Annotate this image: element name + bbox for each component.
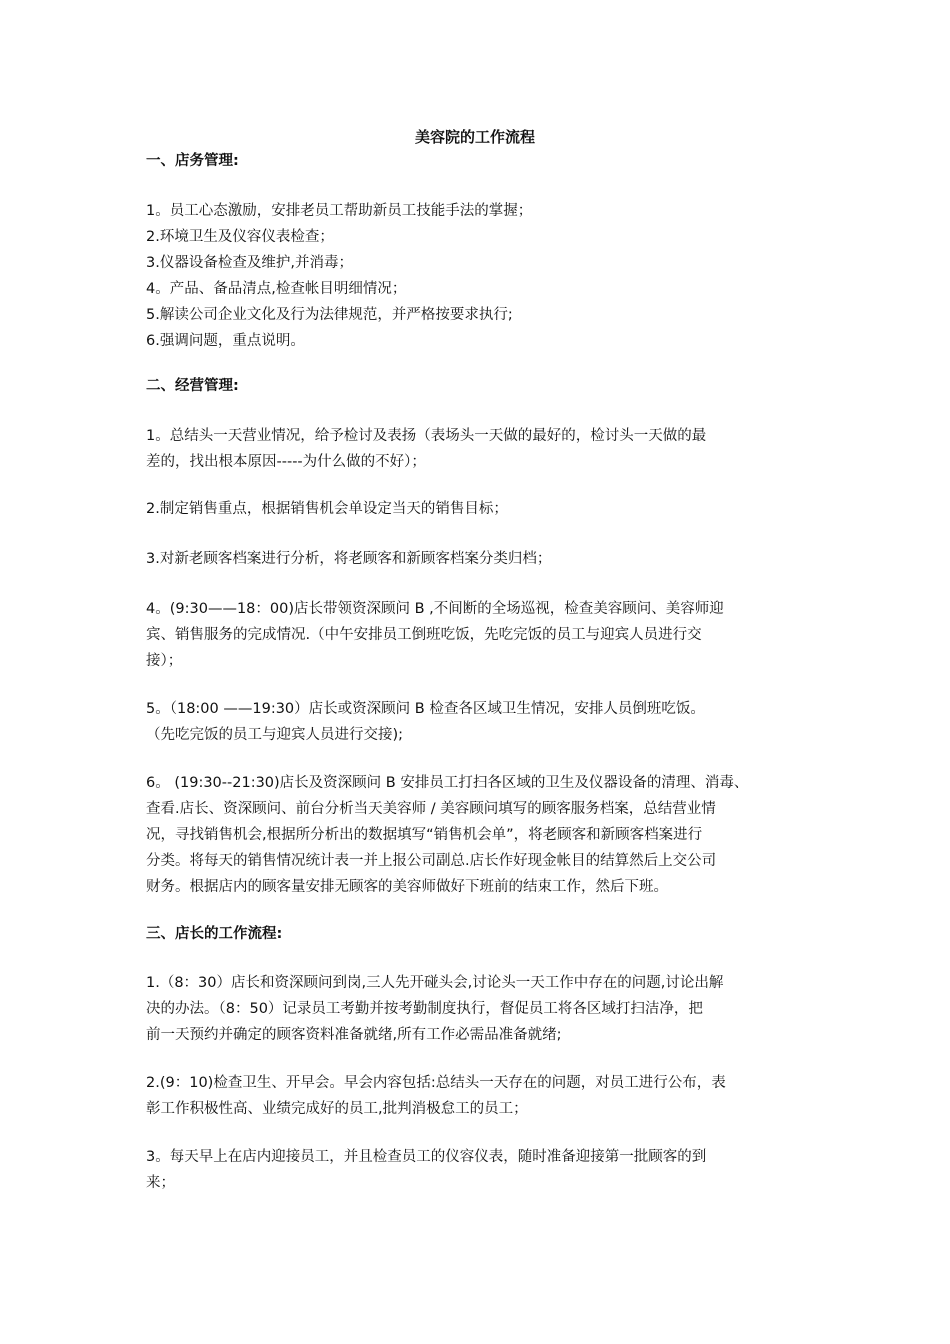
list-item: 3.仪器设备检查及维护,并消毒；	[146, 255, 353, 271]
paragraph	[146, 696, 811, 748]
paragraph	[146, 770, 811, 900]
paragraph-line: 彰工作积极性高、业绩完成好的员工,批判消极怠工的员工；	[146, 1101, 528, 1117]
paragraph-line: 查看.店长、资深顾问、前台分析当天美容师 / 美容顾问填写的顾客服务档案，总结营业情	[146, 801, 716, 817]
paragraph-line: 1.（8：30）店长和资深顾问到岗,三人先开碰头会,讨论头一天工作中存在的问题,讨论出解	[146, 975, 724, 991]
paragraph-line: 3.对新老顾客档案进行分析，将老顾客和新顾客档案分类归档；	[146, 551, 552, 567]
paragraph-line: 况，寻找销售机会,根据所分析出的数据填写“销售机会单”，将老顾客和新顾客档案进行	[146, 827, 703, 843]
paragraph	[146, 423, 811, 475]
paragraph-line: （先吃完饭的员工与迎宾人员进行交接);	[146, 727, 404, 743]
paragraph	[146, 496, 811, 522]
paragraph-line: 接）；	[146, 653, 183, 669]
paragraph-line: 3。每天早上在店内迎接员工，并且检查员工的仪容仪表，随时准备迎接第一批顾客的到	[146, 1149, 707, 1165]
paragraph	[146, 546, 811, 572]
paragraph-line: 2.(9：10)检查卫生、开早会。早会内容包括:总结头一天存在的问题，对员工进行公布，表	[146, 1075, 726, 1091]
list-item: 4。产品、备品清点,检查帐目明细情况；	[146, 281, 407, 297]
paragraph-line: 1。总结头一天营业情况，给予检讨及表扬（表场头一天做的最好的，检讨头一天做的最	[146, 428, 707, 444]
paragraph-line: 分类。将每天的销售情况统计表一并上报公司副总.店长作好现金帐目的结算然后上交公司	[146, 853, 717, 869]
section-heading-business-management: 二、经营管理:	[146, 378, 239, 394]
paragraph-line: 5。（18:00 ——19:30）店长或资深顾问 B 检查各区域卫生情况，安排人员倒班吃饭。	[146, 701, 705, 717]
paragraph-line: 决的办法。（8：50）记录员工考勤并按考勤制度执行，督促员工将各区域打扫洁净，把	[146, 1001, 703, 1017]
section-heading-store-management: 一、店务管理:	[146, 153, 239, 169]
list-item: 6.强调问题，重点说明。	[146, 333, 305, 349]
paragraph-line: 2.制定销售重点，根据销售机会单设定当天的销售目标；	[146, 501, 508, 517]
paragraph	[146, 1144, 811, 1196]
document-title: 美容院的工作流程	[414, 128, 535, 146]
list-item: 1。员工心态激励，安排老员工帮助新员工技能手法的掌握；	[146, 203, 533, 219]
section-heading-manager-workflow: 三、店长的工作流程:	[146, 926, 283, 942]
store-management-list	[146, 198, 811, 354]
paragraph-line: 来；	[146, 1175, 175, 1191]
paragraph	[146, 970, 811, 1048]
paragraph	[146, 1070, 811, 1122]
paragraph-line: 差的，找出根本原因-----为什么做的不好）；	[146, 454, 426, 470]
paragraph	[146, 596, 811, 674]
paragraph-line: 财务。根据店内的顾客量安排无顾客的美容师做好下班前的结束工作，然后下班。	[146, 879, 668, 895]
list-item: 5.解读公司企业文化及行为法律规范，并严格按要求执行;	[146, 307, 513, 323]
paragraph-line: 宾、销售服务的完成情况.（中午安排员工倒班吃饭，先吃完饭的员工与迎宾人员进行交	[146, 627, 702, 643]
paragraph-line: 前一天预约并确定的顾客资料准备就绪,所有工作必需品准备就绪;	[146, 1027, 562, 1043]
paragraph-line: 4。(9:30——18：00)店长带领资深顾问 B ,不间断的全场巡视，检查美容顾问、美容师迎	[146, 601, 724, 617]
paragraph-line: 6。 (19:30--21:30)店长及资深顾问 B 安排员工打扫各区域的卫生及仪器设备的清理、消毒、	[146, 775, 749, 791]
list-item: 2.环境卫生及仪容仪表检查；	[146, 229, 334, 245]
